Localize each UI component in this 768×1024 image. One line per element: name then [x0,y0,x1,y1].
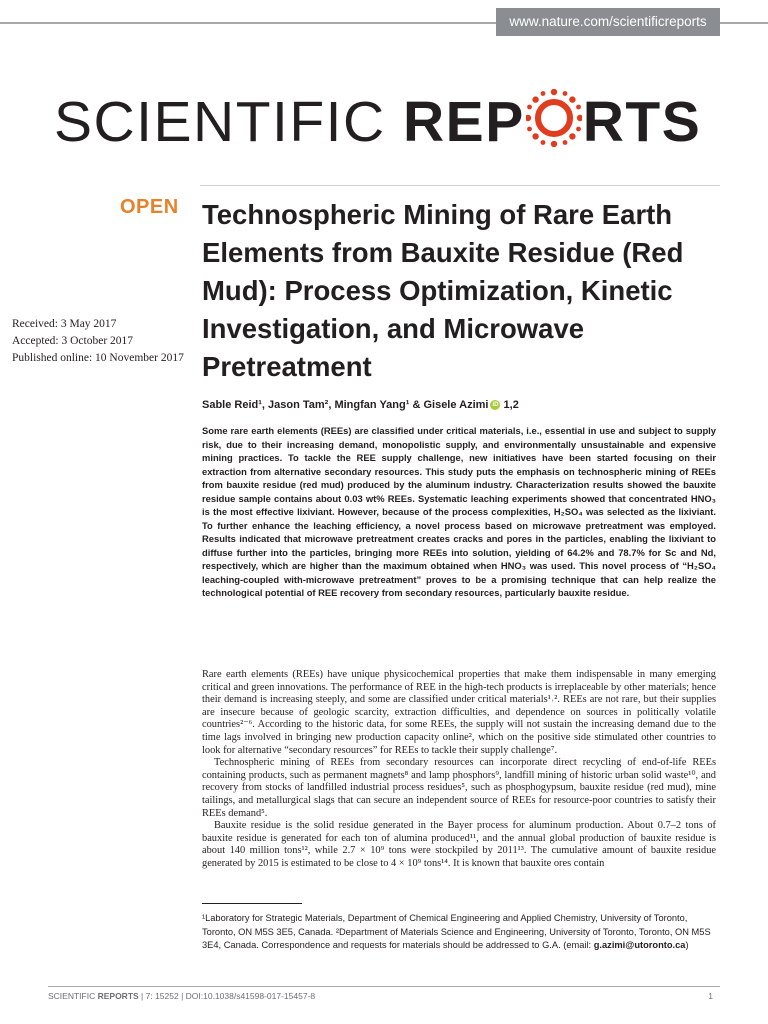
footer-journal-bold: REPORTS [97,991,139,1001]
received-date: Received: 3 May 2017 [12,318,117,330]
body-text [202,669,716,871]
footnote-rule [202,903,302,904]
published-date: Published online: 10 November 2017 [12,352,184,364]
affiliations-text: ¹Laboratory for Strategic Materials, Department of Chemical Engineering and Applied Chemistry, University of Toronto, Toronto, ON M5S 3E5, Canada. ²Department of Materials Science and Engineering, University of Toronto, Toronto, ON M5S 3E4, Canada. Correspondence and requests for materials should be addressed to G.A. (email: [202,913,711,951]
page-number: 1 [708,991,713,1001]
header-divider [200,185,720,186]
author-affiliation-marks: 1,2 [500,399,519,411]
footnote-close: ) [685,940,689,951]
abstract: Some rare earth elements (REEs) are classified under critical materials, i.e., essential in use and subject to supply risk, due to their increasing demand, monopolistic supply, and environmentally unsustainable and expensive mining practices. To tackle the REE supply challenge, new initiatives have been started focusing on their extraction from alternative secondary resources. This study puts the emphasis on technospheric mining of REEs from bauxite residue (red mud) produced by the aluminum industry. Characterization results showed the bauxite residue sample contains about 0.03 wt% REEs. Systematic leaching experiments showed that concentrated HNO₃ is the most effective lixiviant. However, because of the process complexities, H₂SO₄ was selected as the lixiviant. To further enhance the leaching efficiency, a novel process based on microwave pretreatment was employed. Results indicated that microwave pretreatment creates cracks and pores in the particles, enabling the lixiviant to diffuse further into the particles, bringing more REEs into solution, yielding of 64.2% and 78.7% for Sc and Nd, respectively, which are higher than the maximum obtained when HNO₃ was used. This novel process of “H₂SO₄ leaching-coupled with-microwave pretreatment” proves to be a promising technique that can help realize the technological potential of REE recovery from secondary resources, particularly bauxite residue. [202,425,716,598]
open-access-badge: OPEN [120,196,179,218]
top-banner [0,8,768,36]
footer-journal-light: SCIENTIFIC [48,991,98,1001]
gear-logo-icon [526,89,582,147]
body-paragraph: Rare earth elements (REEs) have unique physicochemical properties that make them indispensable in many emerging critical and green innovations. The performance of REE in the high-tech products is irreplaceable by other materials; hence their demand is increasing steeply, and some are classified under critical materials¹˒². REEs are not rare, but their supplies are insecure because of geologic scarcity, extraction difficulties, and dependence on sources in politically volatile countries²⁻⁶. According to the historic data, for some REEs, the supply will not sustain the increasing demand due to the time lags involved in bringing new production capacity online², which on the positive side stimulated other countries to look for alternative “secondary resources” for REEs to tackle their supply challenge⁷. [202,669,716,756]
affiliations-footnote [202,912,716,953]
orcid-icon[interactable]: iD [492,402,499,409]
body-paragraph: Technospheric mining of REEs from secondary resources can incorporate direct recycling of end-of-life REEs containing products, such as permanent magnets⁸ and lamp phosphors⁹, landfill mining of historic urban solid waste¹⁰, and recovery from stocks of landfilled industrial process residues⁵, such as phosphogypsum, bauxite residue (red mud), mine tailings, and metallurgical slags that can secure an independent source of REEs for resource-poor countries to satisfy their REEs demand⁵. [202,757,716,819]
body-paragraph: Bauxite residue is the solid residue generated in the Bayer process for aluminum production. About 0.7–2 tons of bauxite residue is generated for each ton of alumina produced¹¹, and the annual global production of bauxite residue is about 140 million tons¹², while 2.7 × 10⁹ tons were stockpiled by 2011¹³. The cumulative amount of bauxite residue generated by 2015 is estimated to be close to 4 × 10⁹ tons¹⁴. It is known that bauxite ores contain [202,820,716,869]
correspondence-email-link[interactable]: g.azimi@utoronto.ca [593,940,686,951]
page-footer [48,991,315,1001]
article-dates [12,316,184,367]
journal-url[interactable]: www.nature.com/scientificreports [496,8,720,36]
footer-citation[interactable]: | 7: 15252 | DOI:10.1038/s41598-017-15457-8 [138,991,316,1001]
author-names: Sable Reid¹, Jason Tam², Mingfan Yang¹ & Gisele Azimi [202,399,489,411]
masthead-rep: REP [403,90,525,154]
article-title: Technospheric Mining of Rare Earth Elements from Bauxite Residue (Red Mud): Process Optimization, Kinetic Investigation, and Microwave Pretreatment [202,199,684,382]
masthead-scientific: SCIENTIFIC [54,90,404,154]
author-list [202,399,519,411]
footer-rule [48,986,720,987]
masthead-rts: RTS [582,90,702,154]
journal-masthead [54,83,724,161]
accepted-date: Accepted: 3 October 2017 [12,335,134,347]
